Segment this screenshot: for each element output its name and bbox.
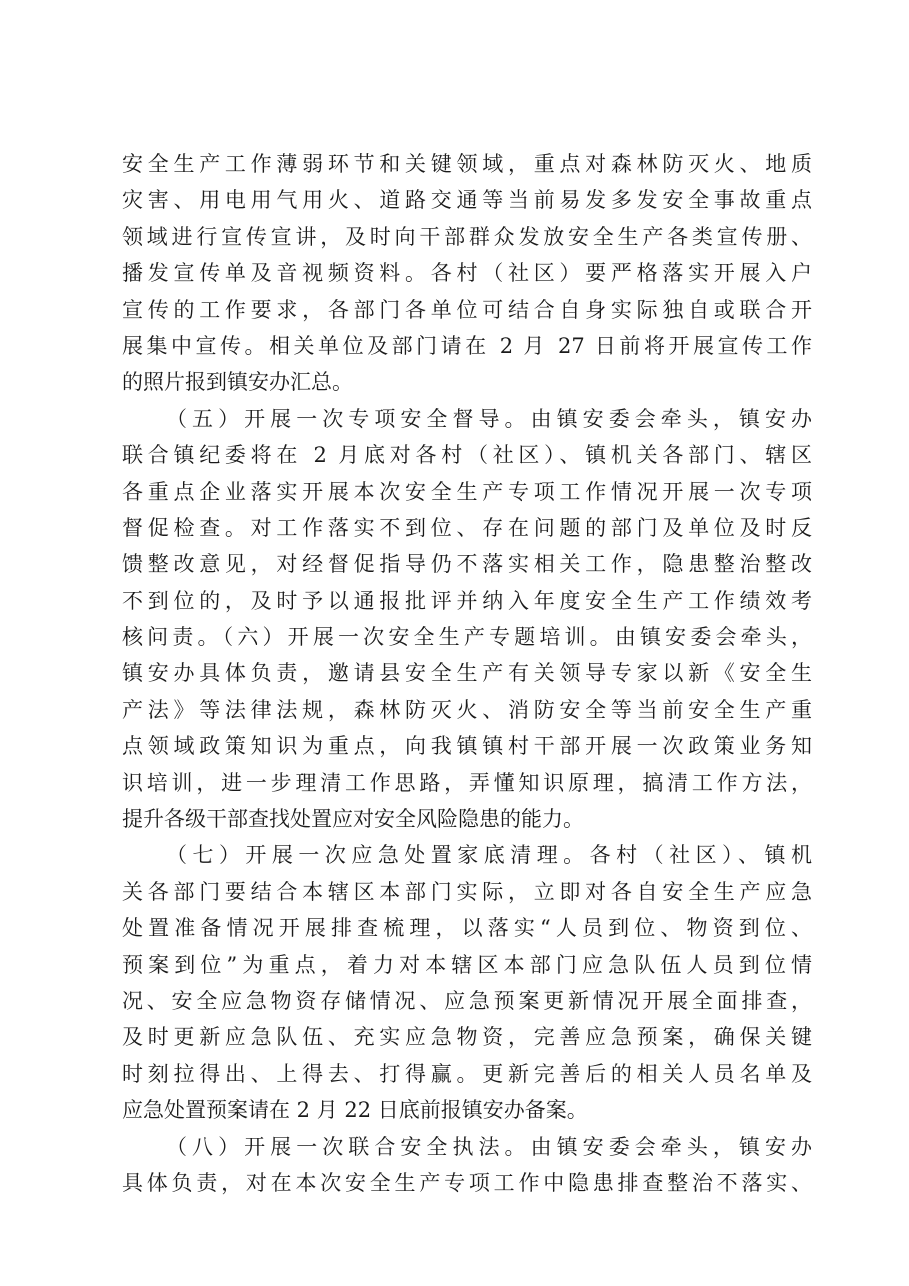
text-line: 的照片报到镇安办汇总。 [122, 370, 353, 395]
text-line: 具体负责，对在本次安全生产专项工作中隐患排查整治不落实、 [122, 1170, 812, 1195]
text-line: 及时更新应急队伍、充实应急物资，完善应急预案，确保关键 [122, 1025, 812, 1050]
text-line: （八）开展一次联合安全执法。由镇安委会牵头，镇安办 [166, 1134, 812, 1159]
text-line: 关各部门要结合本辖区本部门实际，立即对各自安全生产应急 [122, 879, 812, 904]
text-line: 馈整改意见，对经督促指导仍不落实相关工作，隐患整治整改 [122, 552, 812, 577]
text-line: 不到位的，及时予以通报批评并纳入年度安全生产工作绩效考 [122, 588, 812, 613]
text-line: 镇安办具体负责，邀请县安全生产有关领导专家以新《安全生 [122, 661, 812, 686]
text-line: 灾害、用电用气用火、道路交通等当前易发多发安全事故重点 [122, 188, 812, 213]
text-line: 展集中宣传。相关单位及部门请在 2 月 27 日前将开展宣传工作 [122, 333, 812, 358]
text-line: 点领域政策知识为重点，向我镇镇村干部开展一次政策业务知 [122, 734, 812, 759]
text-line: 提升各级干部查找处置应对安全风险隐患的能力。 [122, 807, 584, 832]
text-line: 督促检查。对工作落实不到位、存在问题的部门及单位及时反 [122, 515, 812, 540]
text-line: 核问责。（六）开展一次安全生产专题培训。由镇安委会牵头， [122, 625, 812, 650]
text-line: 宣传的工作要求，各部门各单位可结合自身实际独自或联合开 [122, 297, 812, 322]
text-line: 预案到位”为重点，着力对本辖区本部门应急队伍人员到位情 [122, 952, 812, 977]
text-line: 识培训，进一步理清工作思路，弄懂知识原理，搞清工作方法， [122, 770, 812, 795]
text-line: 处置准备情况开展排查梳理，以落实“人员到位、物资到位、 [122, 916, 812, 941]
text-line: 产法》等法律法规，森林防灭火、消防安全等当前安全生产重 [122, 697, 812, 722]
text-line: 应急处置预案请在 2 月 22 日底前报镇安办备案。 [122, 1098, 588, 1123]
text-line: 播发宣传单及音视频资料。各村（社区）要严格落实开展入户 [122, 261, 812, 286]
text-line: （五）开展一次专项安全督导。由镇安委会牵头，镇安办 [166, 406, 812, 431]
text-line: 时刻拉得出、上得去、打得赢。更新完善后的相关人员名单及 [122, 1061, 812, 1086]
text-line: 各重点企业落实开展本次安全生产专项工作情况开展一次专项 [122, 479, 812, 504]
document-body-text [122, 146, 812, 1201]
text-line: 况、安全应急物资存储情况、应急预案更新情况开展全面排查， [122, 988, 812, 1013]
text-line: （七）开展一次应急处置家底清理。各村（社区）、镇机 [166, 843, 812, 868]
text-line: 领域进行宣传宣讲，及时向干部群众发放安全生产各类宣传册、 [122, 224, 812, 249]
text-line: 安全生产工作薄弱环节和关键领域，重点对森林防灭火、地质 [122, 152, 812, 176]
text-line: 联合镇纪委将在 2 月底对各村（社区）、镇机关各部门、辖区 [122, 443, 812, 468]
